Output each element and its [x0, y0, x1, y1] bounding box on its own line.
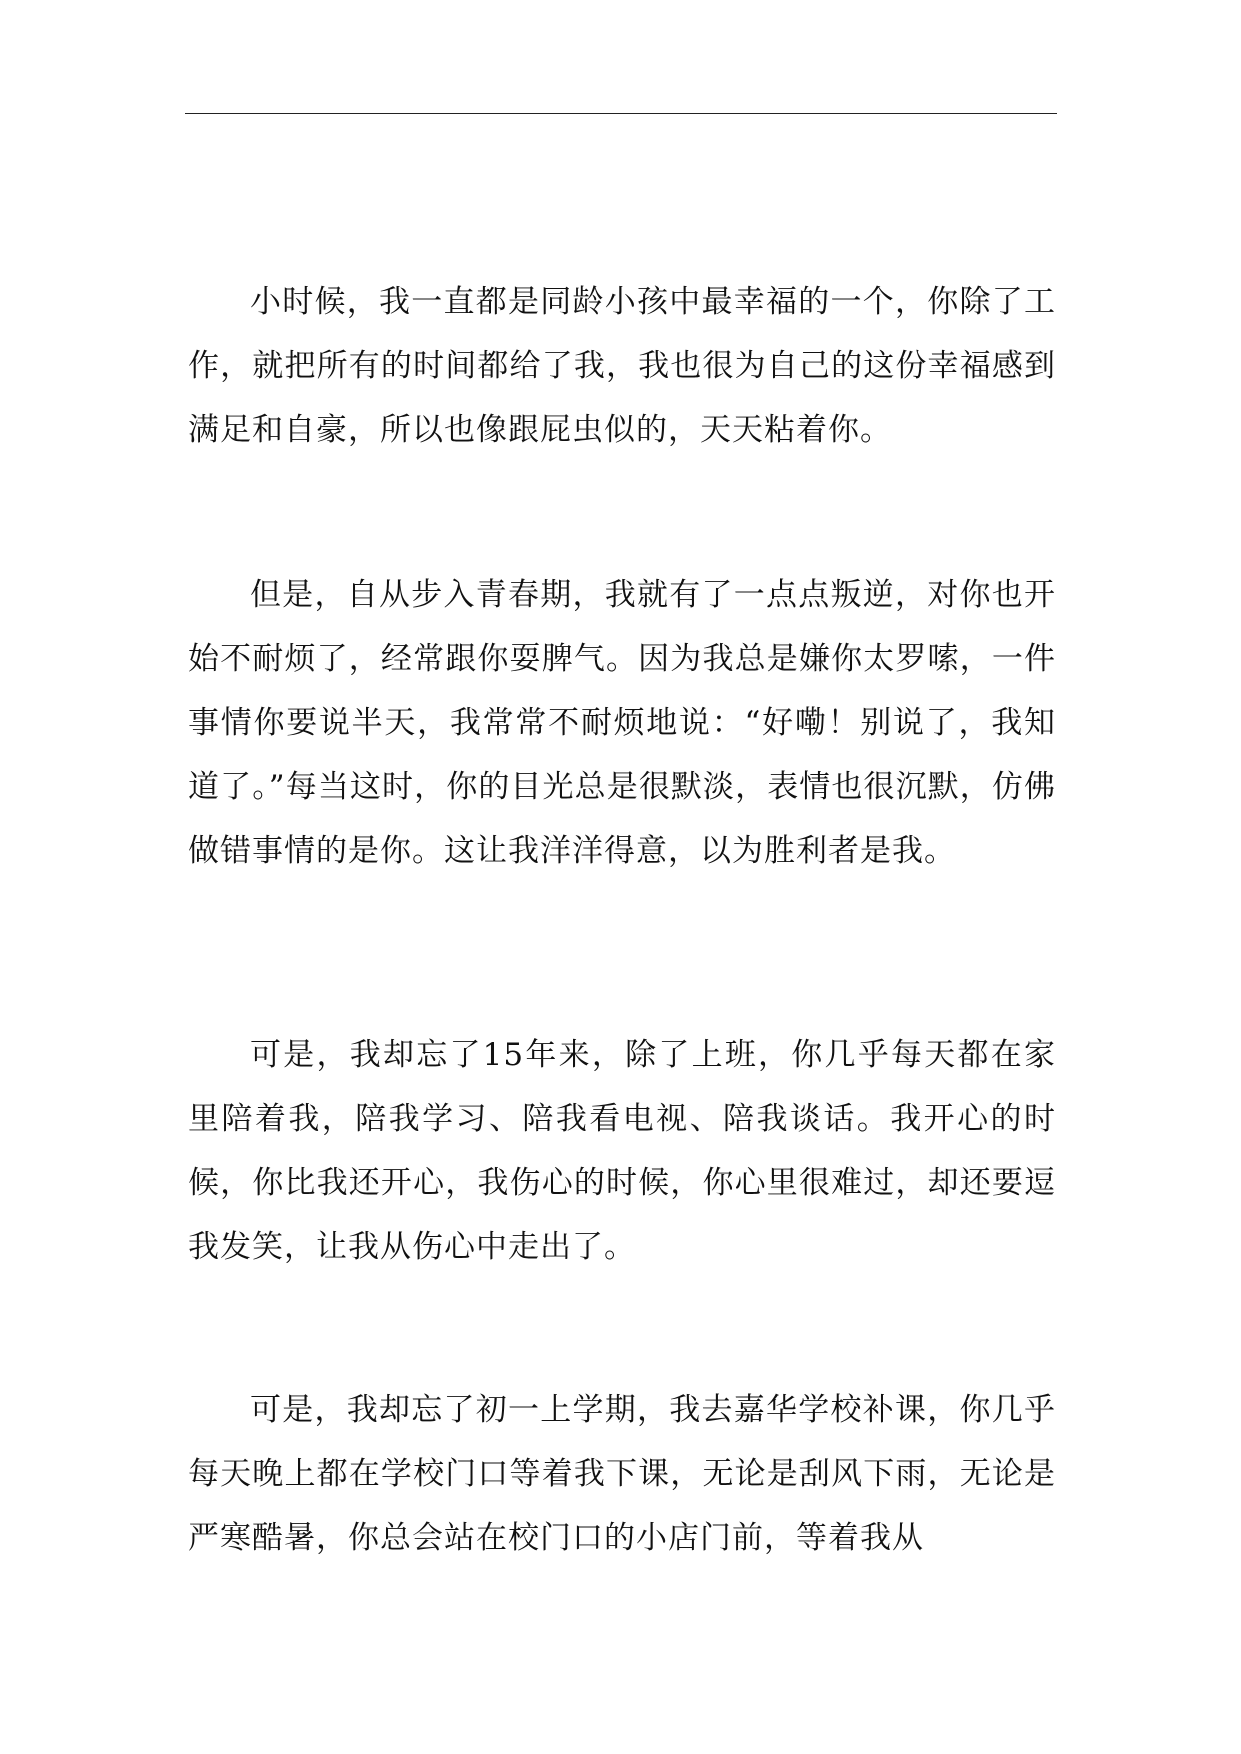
- paragraph-4: 可是，我却忘了初一上学期，我去嘉华学校补课，你几乎每天晚上都在学校门口等着我下课，无论是刮风下雨，无论是严寒酷暑，你总会站在校门口的小店门前，等着我从: [188, 1392, 1056, 1556]
- paragraph-1: 小时候，我一直都是同龄小孩中最幸福的一个，你除了工作，就把所有的时间都给了我，我也很为自己的这份幸福感到满足和自豪，所以也像跟屁虫似的，天天粘着你。: [188, 284, 1056, 448]
- header-divider: [185, 113, 1057, 114]
- paragraph-3: 可是，我却忘了15年来，除了上班，你几乎每天都在家里陪着我，陪我学习、陪我看电视、陪我谈话。我开心的时候，你比我还开心，我伤心的时候，你心里很难过，却还要逗我发笑，让我从伤心中走出了。: [188, 1037, 1056, 1265]
- paragraph-2: 但是，自从步入青春期，我就有了一点点叛逆，对你也开始不耐烦了，经常跟你耍脾气。因为我总是嫌你太罗嗦，一件事情你要说半天，我常常不耐烦地说：“好嘞！别说了，我知道了。”每当这时，你的目光总是很默淡，表情也很沉默，仿佛做错事情的是你。这让我洋洋得意，以为胜利者是我。: [188, 577, 1056, 869]
